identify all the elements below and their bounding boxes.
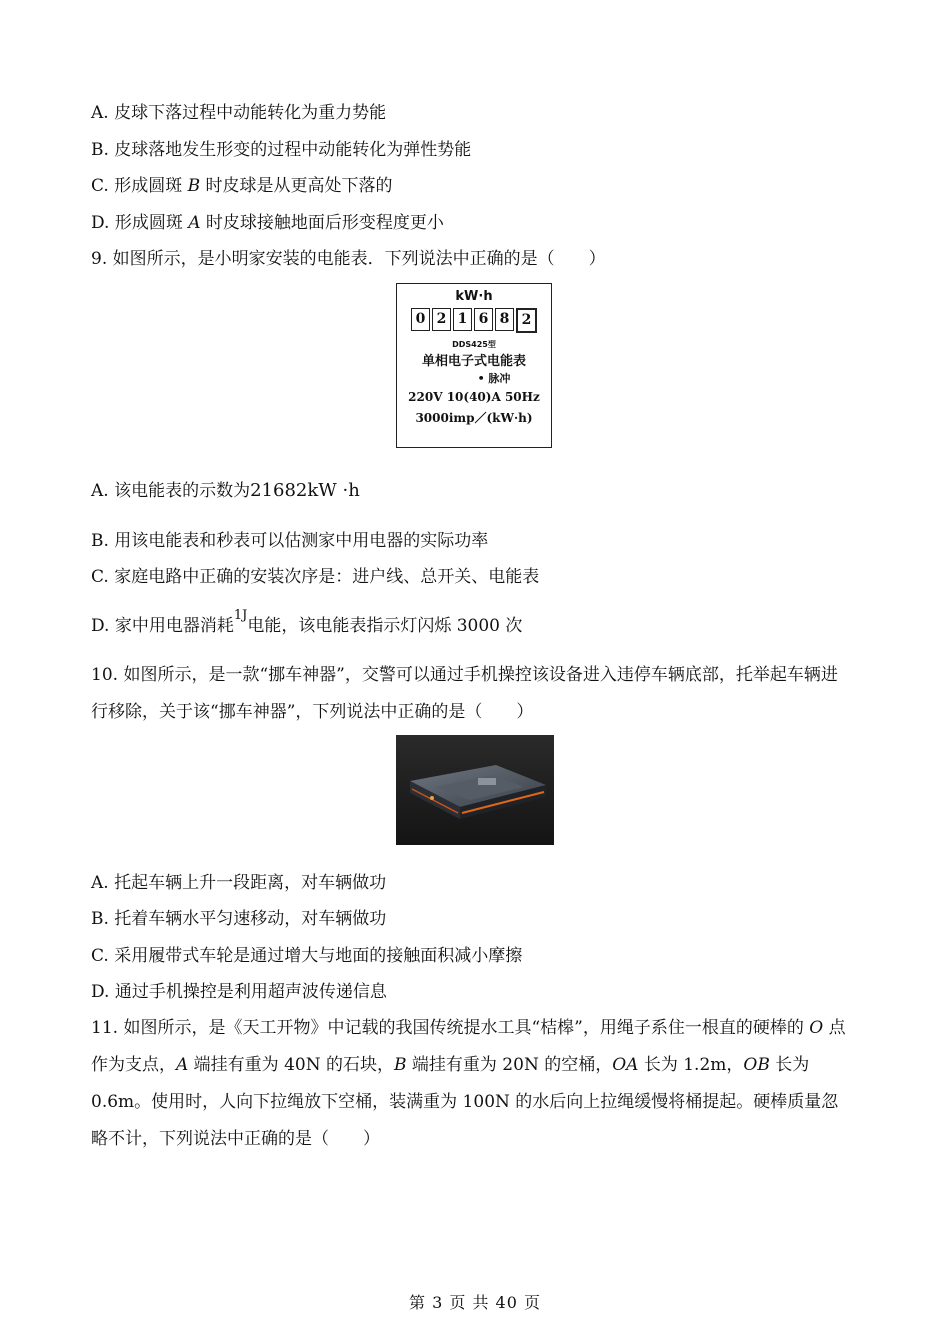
car-mover-photo	[396, 735, 554, 845]
q9-stem: 9. 如图所示，是小明家安装的电能表．下列说法中正确的是（ ）	[91, 249, 606, 269]
meter-digit: 6	[474, 308, 493, 331]
meter-digits	[397, 308, 551, 333]
meter-model: DDS425型	[452, 340, 496, 349]
meter-digit: 8	[495, 308, 514, 331]
q10-option-a: A. 托起车辆上升一段距离，对车辆做功	[91, 873, 387, 893]
meter-unit: kW·h	[455, 289, 493, 304]
meter-imp: 3000imp／(kW·h)	[415, 411, 533, 425]
page-footer: 第 3 页 共 40 页	[409, 1293, 541, 1312]
q10-option-d: D. 通过手机操控是利用超声波传递信息	[91, 982, 387, 1002]
meter-spec: 220V 10(40)A 50Hz	[408, 390, 540, 404]
q8-option-b: B. 皮球落地发生形变的过程中动能转化为弹性势能	[91, 140, 472, 160]
meter-digit-decimal: 2	[516, 308, 537, 333]
q10-stem: 10. 如图所示，是一款“挪车神器”，交警可以通过手机操控该设备进入违停车辆底部，托举起车辆进行移除，关于该“挪车神器”，下列说法中正确的是（ ）	[91, 665, 838, 722]
q8-option-d: D. 形成圆斑 A 时皮球接触地面后形变程度更小	[91, 213, 444, 233]
meter-name: 单相电子式电能表	[421, 354, 526, 369]
energy-meter-figure	[396, 283, 552, 448]
meter-digit: 2	[432, 308, 451, 331]
meter-pulse: • 脉冲	[477, 372, 511, 385]
meter-digit: 1	[453, 308, 472, 331]
q8-option-c: C. 形成圆斑 B 时皮球是从更高处下落的	[91, 176, 393, 196]
q10-option-c: C. 采用履带式车轮是通过增大与地面的接触面积减小摩擦	[91, 946, 523, 966]
q9-option-c: C. 家庭电路中正确的安装次序是：进户线、总开关、电能表	[91, 567, 540, 587]
q9-option-a: A. 该电能表的示数为21682kW ·h	[91, 480, 360, 501]
meter-digit: 0	[411, 308, 430, 331]
q9-option-d: D. 家中用电器消耗$^{1J}$电能，该电能表指示灯闪烁 3000 次	[91, 608, 523, 636]
q8-option-a: A. 皮球下落过程中动能转化为重力势能	[91, 103, 387, 123]
q11-stem: 11. 如图所示，是《天工开物》中记载的我国传统提水工具“桔槔”，用绳子系住一根直的硬棒的 O 点作为支点，A 端挂有重为 40N 的石块，B 端挂有重为 20N 的空桶，OA 长为 1.2m，OB 长为 0.6m。使用时，人向下拉绳放下空桶，装满重为 100N 的水后向上拉绳缓慢将桶提起。硬棒质量忽略不计，下列说法中正确的是（ ）	[91, 1018, 846, 1149]
q9-option-b: B. 用该电能表和秒表可以估测家中用电器的实际功率	[91, 531, 489, 551]
q10-option-b: B. 托着车辆水平匀速移动，对车辆做功	[91, 909, 387, 929]
